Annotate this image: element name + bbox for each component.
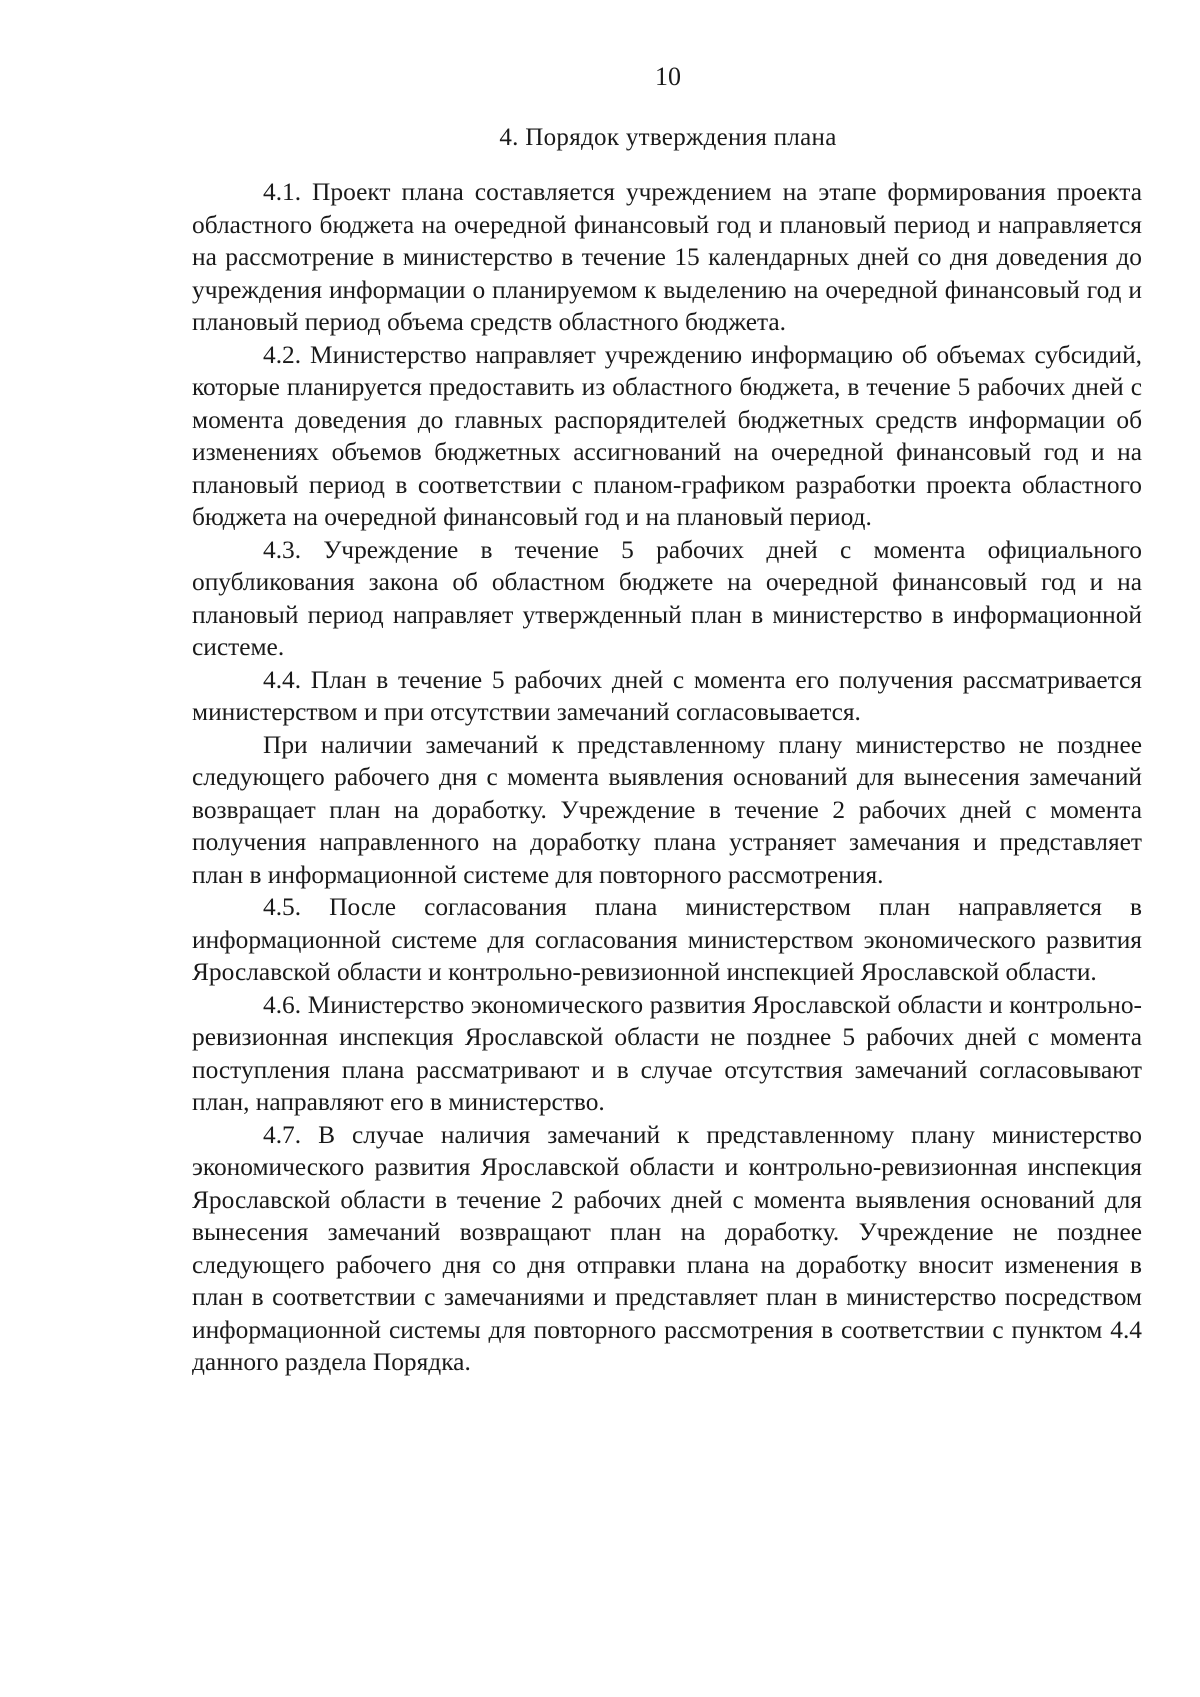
paragraph-4-4-remarks: При наличии замечаний к представленному плану министерство не позднее следующего рабочего дня с момента выявления оснований для вынесения замечаний возвращает план на доработку. Учреждение в течение 2 рабочих дней с момента получения направленного на доработку плана устраняет замечания и представляет план в информационной системе для повторного рассмотрения. [192, 730, 1142, 889]
paragraph-4-6: 4.6. Министерство экономического развития Ярославской области и контрольно-ревизионная инспекция Ярославской области не позднее 5 рабочих дней с момента поступления плана рассматривают и в случае отсутствия замечаний согласовывают план, направляют его в министерство. [192, 990, 1142, 1116]
paragraph-4-1: 4.1. Проект плана составляется учреждением на этапе формирования проекта областного бюджета на очередной финансовый год и плановый период и направляется на рассмотрение в министерство в течение 15 календарных дней со дня доведения до учреждения информации о планируемом к выделению на очередной финансовый год и плановый период объема средств областного бюджета. [192, 178, 1142, 336]
document-body [192, 176, 1142, 1379]
page-number: 10 [655, 62, 681, 91]
paragraph-4-4: 4.4. План в течение 5 рабочих дней с момента его получения рассматривается министерством и при отсутствии замечаний согласовывается. [192, 665, 1142, 726]
section-title: 4. Порядок утверждения плана [499, 124, 837, 151]
paragraph-4-2: 4.2. Министерство направляет учреждению информацию об объемах субсидий, которые планируется предоставить из областного бюджета, в течение 5 рабочих дней с момента доведения до главных распорядителей бюджетных средств информации об изменениях объемов бюджетных ассигнований на очередной финансовый год и на плановый период в соответствии с планом-графиком разработки проекта областного бюджета на очередной финансовый год и на плановый период. [192, 340, 1142, 531]
paragraph-4-3: 4.3. Учреждение в течение 5 рабочих дней с момента официального опубликования закона об областном бюджете на очередной финансовый год и на плановый период направляет утвержденный план в министерство в информационной системе. [192, 535, 1142, 661]
paragraph-4-7: 4.7. В случае наличия замечаний к представленному плану министерство экономического развития Ярославской области и контрольно-ревизионная инспекция Ярославской области в течение 2 рабочих дней с момента выявления оснований для вынесения замечаний возвращают план на доработку. Учреждение не позднее следующего рабочего дня со дня отправки плана на доработку вносит изменения в план в соответствии с замечаниями и представляет план в министерство посредством информационной системы для повторного рассмотрения в соответствии с пунктом 4.4 данного раздела Порядка. [192, 1120, 1142, 1376]
paragraph-4-5: 4.5. После согласования плана министерством план направляется в информационной системе для согласования министерством экономического развития Ярославской области и контрольно-ревизионной инспекцией Ярославской области. [192, 893, 1142, 986]
